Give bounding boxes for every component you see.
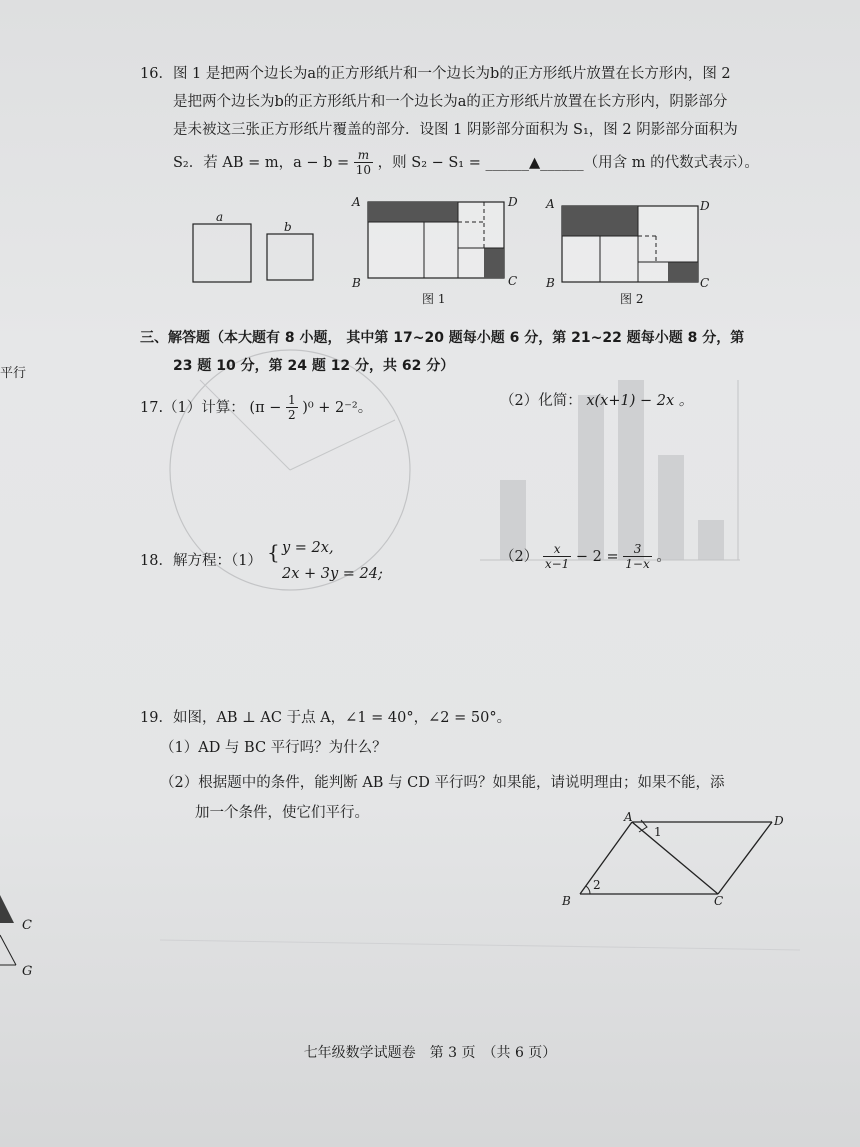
left-edge-C: C	[22, 918, 32, 933]
fig1-caption: 图 1	[422, 292, 446, 306]
q18-frac1-num: x	[543, 542, 571, 557]
q18-end: 。	[656, 548, 671, 565]
q19-line2: （1）AD 与 BC 平行吗？为什么？	[160, 740, 387, 756]
q16-line4-end: ，则 S₂ − S₁ = ______▲______（用含 m 的代数式表示）。	[377, 154, 759, 171]
q17-fraction	[286, 393, 298, 423]
fig2-label-B: B	[546, 276, 555, 290]
fig1-label-B: B	[352, 276, 361, 290]
q19-label-C: C	[714, 894, 724, 908]
fig2-caption: 图 2	[620, 292, 644, 306]
label-b: b	[284, 220, 292, 234]
fig1-label-A: A	[352, 195, 361, 209]
q17-part2-label: （2）化简：	[500, 393, 582, 409]
q16-frac-num: m	[354, 148, 373, 163]
q16-line2: 是把两个边长为b的正方形纸片和一个边长为a的正方形纸片放置在长方形内，阴影部分	[173, 94, 728, 110]
left-edge-G: G	[22, 964, 33, 979]
q18-mid: − 2 =	[575, 548, 619, 565]
q18-label: 18．解方程：（1）	[140, 553, 262, 569]
q19-label-B: B	[562, 894, 571, 908]
q17-part1-label: 17.（1）计算：	[140, 399, 245, 416]
q19-angle-2: 2	[593, 878, 601, 892]
fig2-label-D: D	[700, 199, 710, 213]
q17-part1	[140, 393, 372, 423]
q17-part2-expr: x(x+1) − 2x 。	[586, 393, 694, 409]
q19-parallelogram-figure	[560, 812, 790, 908]
q18-frac2-num: 3	[623, 542, 651, 557]
square-a	[193, 224, 251, 282]
q19-line1: 19．如图，AB ⊥ AC 于点 A，∠1 = 40°，∠2 = 50°。	[140, 710, 512, 726]
q16-fraction	[354, 148, 373, 178]
q19-label-D: D	[774, 814, 784, 828]
page-footer: 七年级数学试题卷 第 3 页 （共 6 页）	[303, 1045, 557, 1061]
fig1-label-D: D	[508, 195, 518, 209]
figure-2-diagram	[560, 204, 700, 286]
q16-line4	[173, 148, 759, 178]
q17-frac-den: 2	[287, 408, 296, 423]
q19-angle-1: 1	[654, 825, 662, 839]
fig1-label-C: C	[508, 274, 518, 288]
q17-expr-a: (π −	[249, 399, 282, 416]
q19-line4: 加一个条件，使它们平行。	[195, 805, 369, 821]
q18-frac1-den: x−1	[544, 557, 570, 572]
q16-line1: 16．图 1 是把两个边长为a的正方形纸片和一个边长为b的正方形纸片放置在长方形内，图 2	[140, 66, 731, 82]
square-b	[267, 234, 313, 280]
q17-expr-b: )⁰ + 2⁻²。	[302, 399, 373, 416]
q16-line4-start: S₂．若 AB = m，a − b =	[173, 154, 350, 171]
figure-1-diagram	[366, 200, 506, 282]
q19-label-A: A	[624, 810, 633, 824]
q18-eq2: 2x + 3y = 24;	[282, 566, 383, 582]
section3-heading-line1: 三、解答题（本大题有 8 小题， 其中第 17~20 题每小题 6 分，第 21~22 题每小题 8 分，第	[140, 330, 745, 346]
q18-frac2-den: 1−x	[625, 557, 650, 572]
label-a: a	[216, 210, 224, 224]
fig2-label-C: C	[700, 276, 710, 290]
q16-line3: 是未被这三张正方形纸片覆盖的部分．设图 1 阴影部分面积为 S₁，图 2 阴影部分面积为	[173, 122, 738, 138]
fig2-label-A: A	[546, 197, 555, 211]
section3-heading-line2: 23 题 10 分，第 24 题 12 分，共 62 分）	[173, 358, 455, 374]
q18-eq1: y = 2x,	[282, 540, 334, 556]
q17-frac-num: 1	[287, 393, 296, 407]
q18-part2	[500, 542, 671, 572]
left-edge-triangle-fragment	[0, 895, 20, 975]
left-edge-text: 平行	[0, 366, 27, 381]
q18-frac2	[623, 542, 651, 572]
q18-frac1	[543, 542, 571, 572]
q18-brace: {	[267, 540, 280, 564]
q18-part2-label: （2）	[500, 548, 539, 565]
q19-line3: （2）根据题中的条件，能判断 AB 与 CD 平行吗？如果能，请说明理由；如果不能，添	[160, 775, 725, 791]
q16-squares-figure	[185, 210, 325, 290]
q17-part2	[500, 393, 693, 410]
q16-frac-den: 10	[355, 163, 372, 178]
